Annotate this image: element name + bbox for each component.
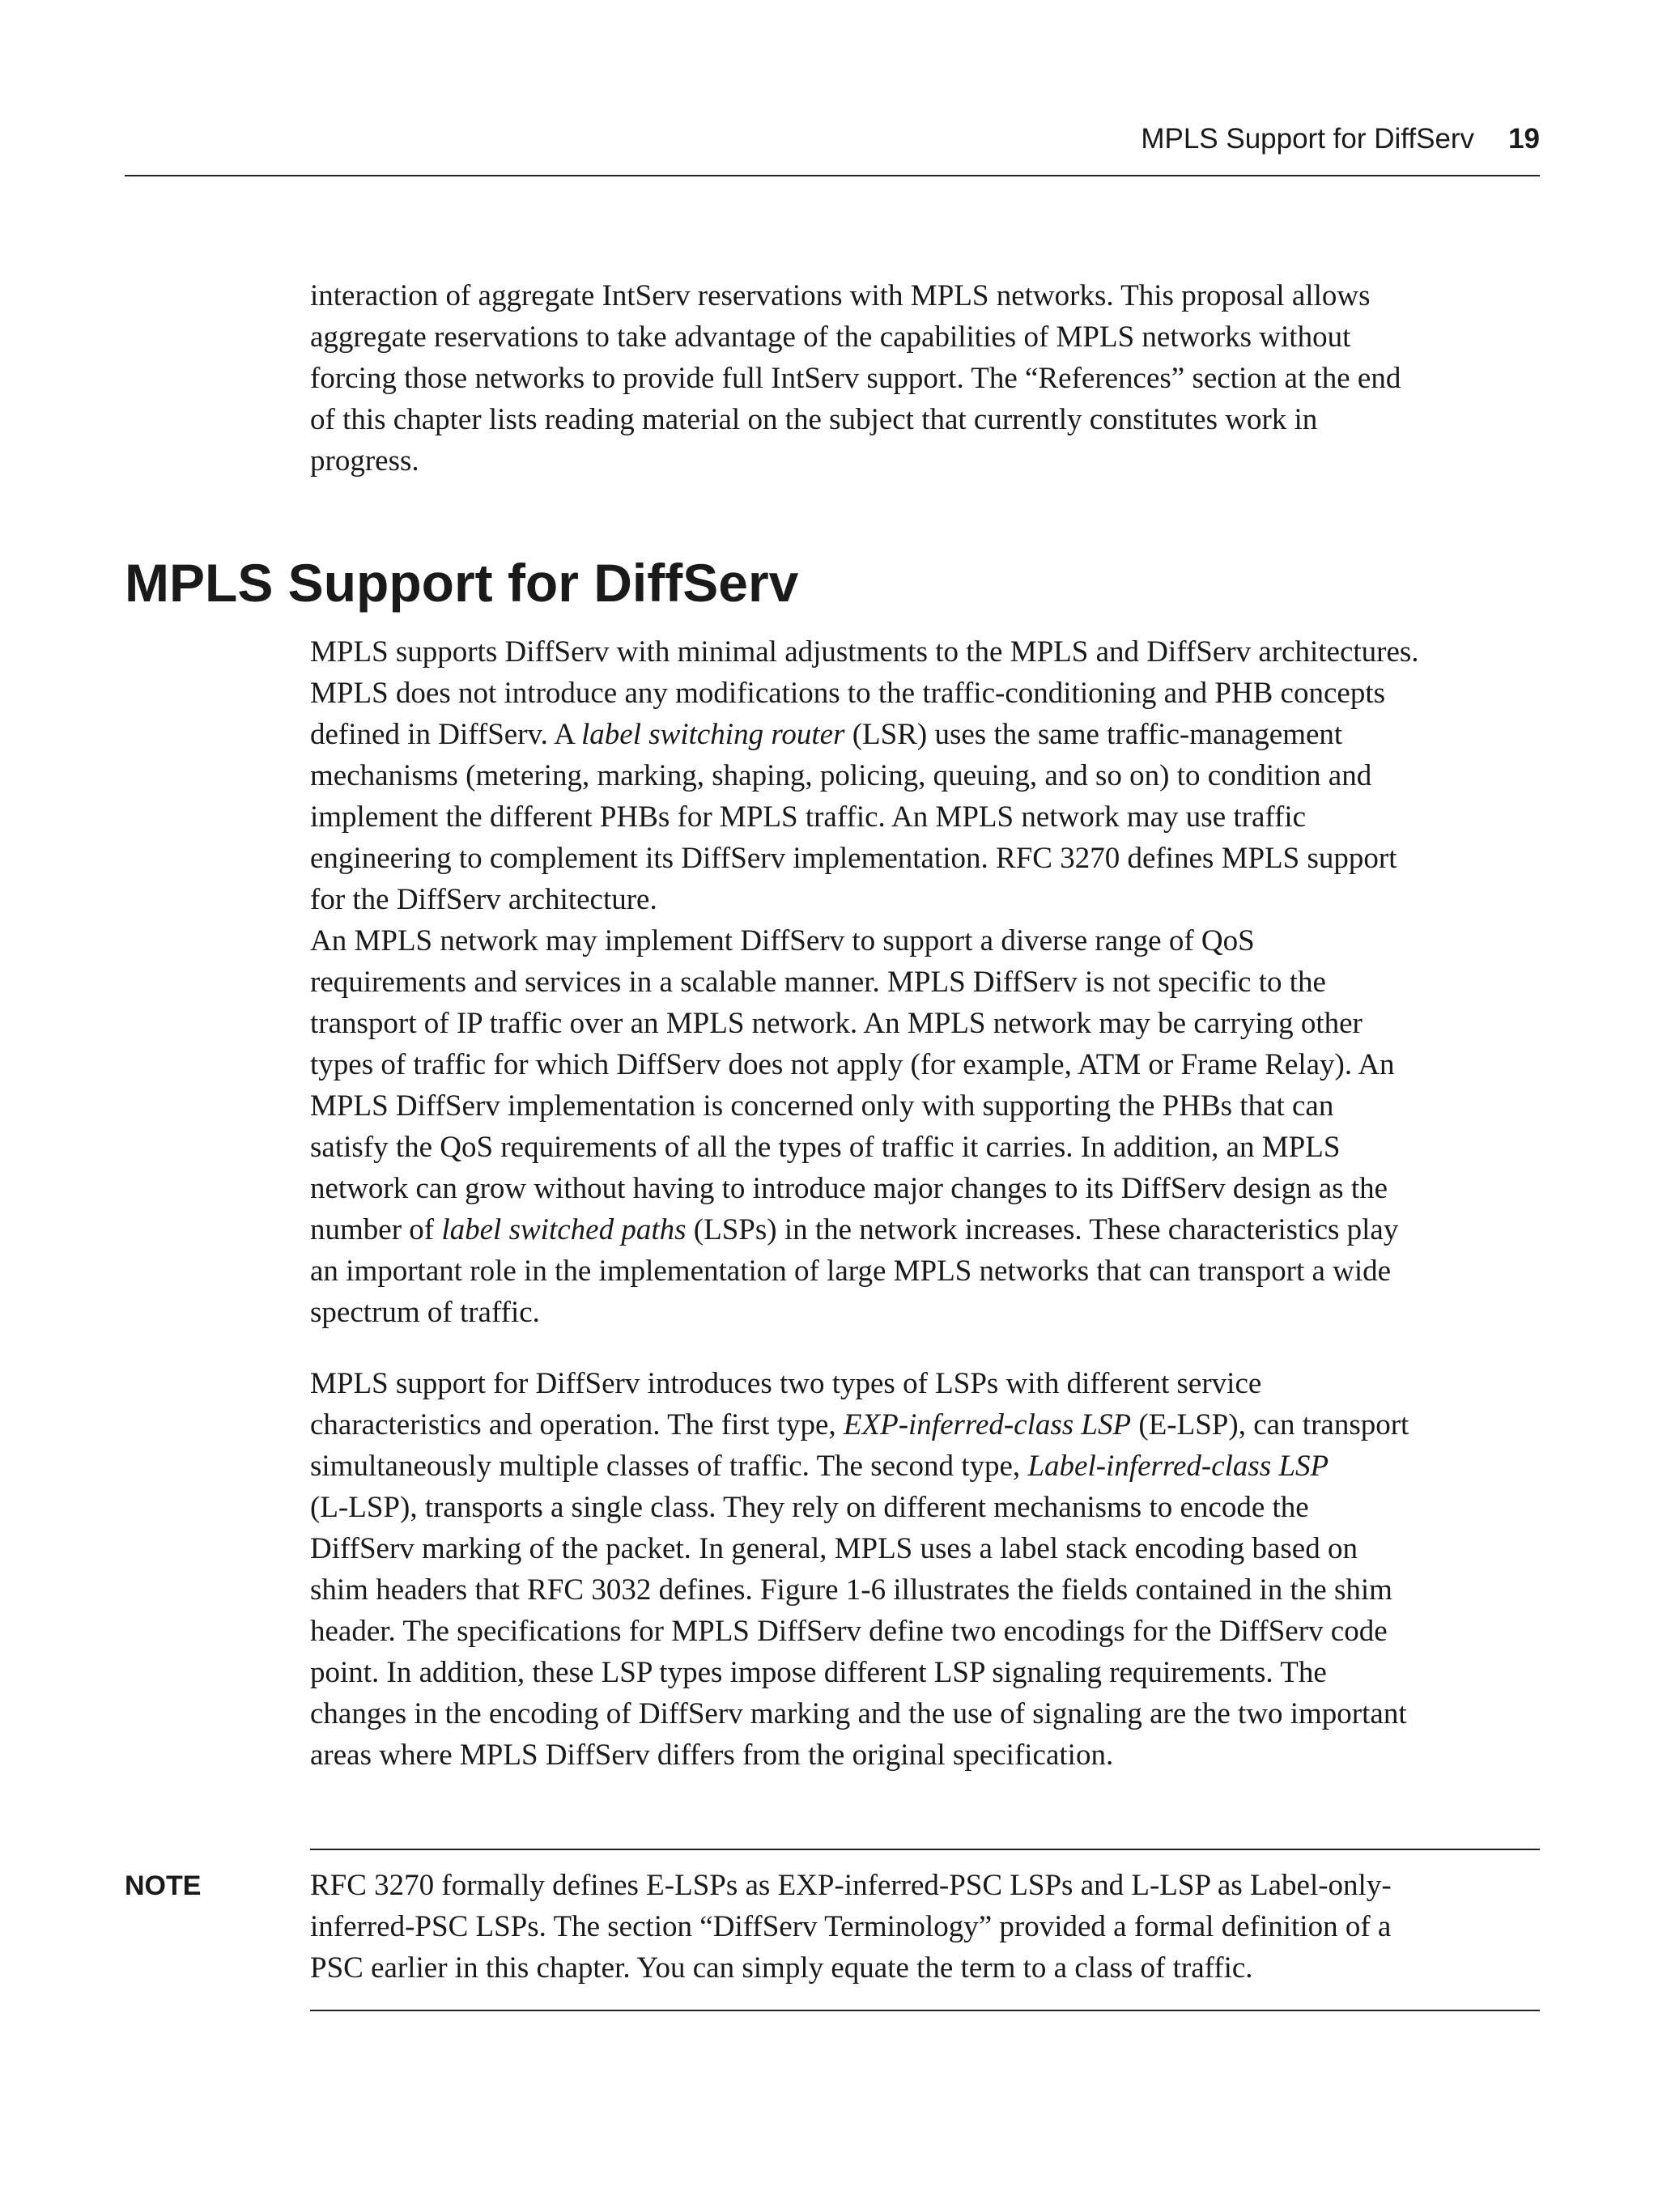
text-line: requirements and services in a scalable manner. MPLS DiffServ is not specific to the — [310, 966, 1326, 999]
text-line: interaction of aggregate IntServ reservations with MPLS networks. This proposal allows — [310, 279, 1371, 312]
text-line: PSC earlier in this chapter. You can simply equate the term to a class of traffic. — [310, 1951, 1253, 1985]
note-label: NOTE — [125, 1870, 202, 1901]
text-line: header. The specifications for MPLS DiffServ define two encodings for the DiffServ code — [310, 1615, 1388, 1648]
text-line: number of label switched paths (LSPs) in the network increases. These characteristics play — [310, 1213, 1399, 1246]
text-line: simultaneously multiple classes of traffic. The second type, Label-inferred-class LSP — [310, 1450, 1329, 1483]
header-rule — [125, 175, 1540, 176]
term-l-lsp: Label-inferred-class LSP — [1027, 1450, 1329, 1483]
text-line: changes in the encoding of DiffServ marking and the use of signaling are the two important — [310, 1697, 1407, 1730]
note-top-rule — [310, 1849, 1540, 1850]
running-header — [125, 121, 1540, 157]
text-line: types of traffic for which DiffServ does not apply (for example, ATM or Frame Relay). An — [310, 1048, 1395, 1081]
term-lsr: label switching router — [581, 718, 845, 751]
text-line: (L-LSP), transports a single class. They rely on different mechanisms to encode the — [310, 1491, 1309, 1524]
section-paragraph-1 — [310, 631, 1540, 920]
text-line: DiffServ marking of the packet. In general, MPLS uses a label stack encoding based on — [310, 1532, 1358, 1565]
text-line: MPLS DiffServ implementation is concerned only with supporting the PHBs that can — [310, 1089, 1334, 1123]
text-line: MPLS does not introduce any modifications to the traffic-conditioning and PHB concepts — [310, 677, 1386, 710]
text-line: satisfy the QoS requirements of all the types of traffic it carries. In addition, an MPLS — [310, 1131, 1341, 1164]
note-bottom-rule — [310, 2010, 1540, 2011]
text-line: point. In addition, these LSP types impose different LSP signaling requirements. The — [310, 1656, 1327, 1689]
text-line: RFC 3270 formally defines E-LSPs as EXP-inferred-PSC LSPs and L-LSP as Label-only- — [310, 1869, 1392, 1902]
text-line: transport of IP traffic over an MPLS network. An MPLS network may be carrying other — [310, 1007, 1363, 1040]
note-text — [310, 1865, 1540, 1989]
text-line: of this chapter lists reading material on the subject that currently constitutes work in — [310, 403, 1318, 436]
text-line: shim headers that RFC 3032 defines. Figure 1-6 illustrates the fields contained in the shim — [310, 1573, 1392, 1607]
text-line: defined in DiffServ. A label switching router (LSR) uses the same traffic-management — [310, 718, 1343, 751]
intro-paragraph — [310, 275, 1540, 482]
text-line: an important role in the implementation of large MPLS networks that can transport a wide — [310, 1255, 1392, 1288]
text-line: areas where MPLS DiffServ differs from the original specification. — [310, 1739, 1114, 1772]
section-paragraph-2 — [310, 920, 1540, 1333]
text-line: inferred-PSC LSPs. The section “DiffServ Terminology” provided a formal definition of a — [310, 1910, 1392, 1943]
text-line: aggregate reservations to take advantage of the capabilities of MPLS networks without — [310, 321, 1351, 354]
text-line: mechanisms (metering, marking, shaping, policing, queuing, and so on) to condition and — [310, 759, 1372, 792]
text-line: MPLS supports DiffServ with minimal adjustments to the MPLS and DiffServ architectures. — [310, 635, 1419, 669]
section-heading: MPLS Support for DiffServ — [125, 553, 799, 613]
running-title: MPLS Support for DiffServ — [1141, 123, 1475, 155]
text-line: progress. — [310, 444, 419, 478]
text-line: forcing those networks to provide full IntServ support. The “References” section at the end — [310, 362, 1401, 395]
term-lsp: label switched paths — [441, 1213, 687, 1246]
text-line: An MPLS network may implement DiffServ to support a diverse range of QoS — [310, 924, 1255, 957]
text-line: MPLS support for DiffServ introduces two types of LSPs with different service — [310, 1367, 1262, 1400]
section-paragraph-3 — [310, 1363, 1540, 1776]
text-line: implement the different PHBs for MPLS traffic. An MPLS network may use traffic — [310, 800, 1307, 834]
page-number: 19 — [1508, 123, 1540, 155]
text-line: spectrum of traffic. — [310, 1296, 540, 1329]
text-line: network can grow without having to introduce major changes to its DiffServ design as the — [310, 1172, 1388, 1205]
text-line: engineering to complement its DiffServ implementation. RFC 3270 defines MPLS support — [310, 842, 1397, 875]
term-e-lsp: EXP-inferred-class LSP — [843, 1408, 1132, 1441]
text-line: for the DiffServ architecture. — [310, 883, 657, 916]
text-line: characteristics and operation. The first type, EXP-inferred-class LSP (E-LSP), can transport — [310, 1408, 1409, 1441]
